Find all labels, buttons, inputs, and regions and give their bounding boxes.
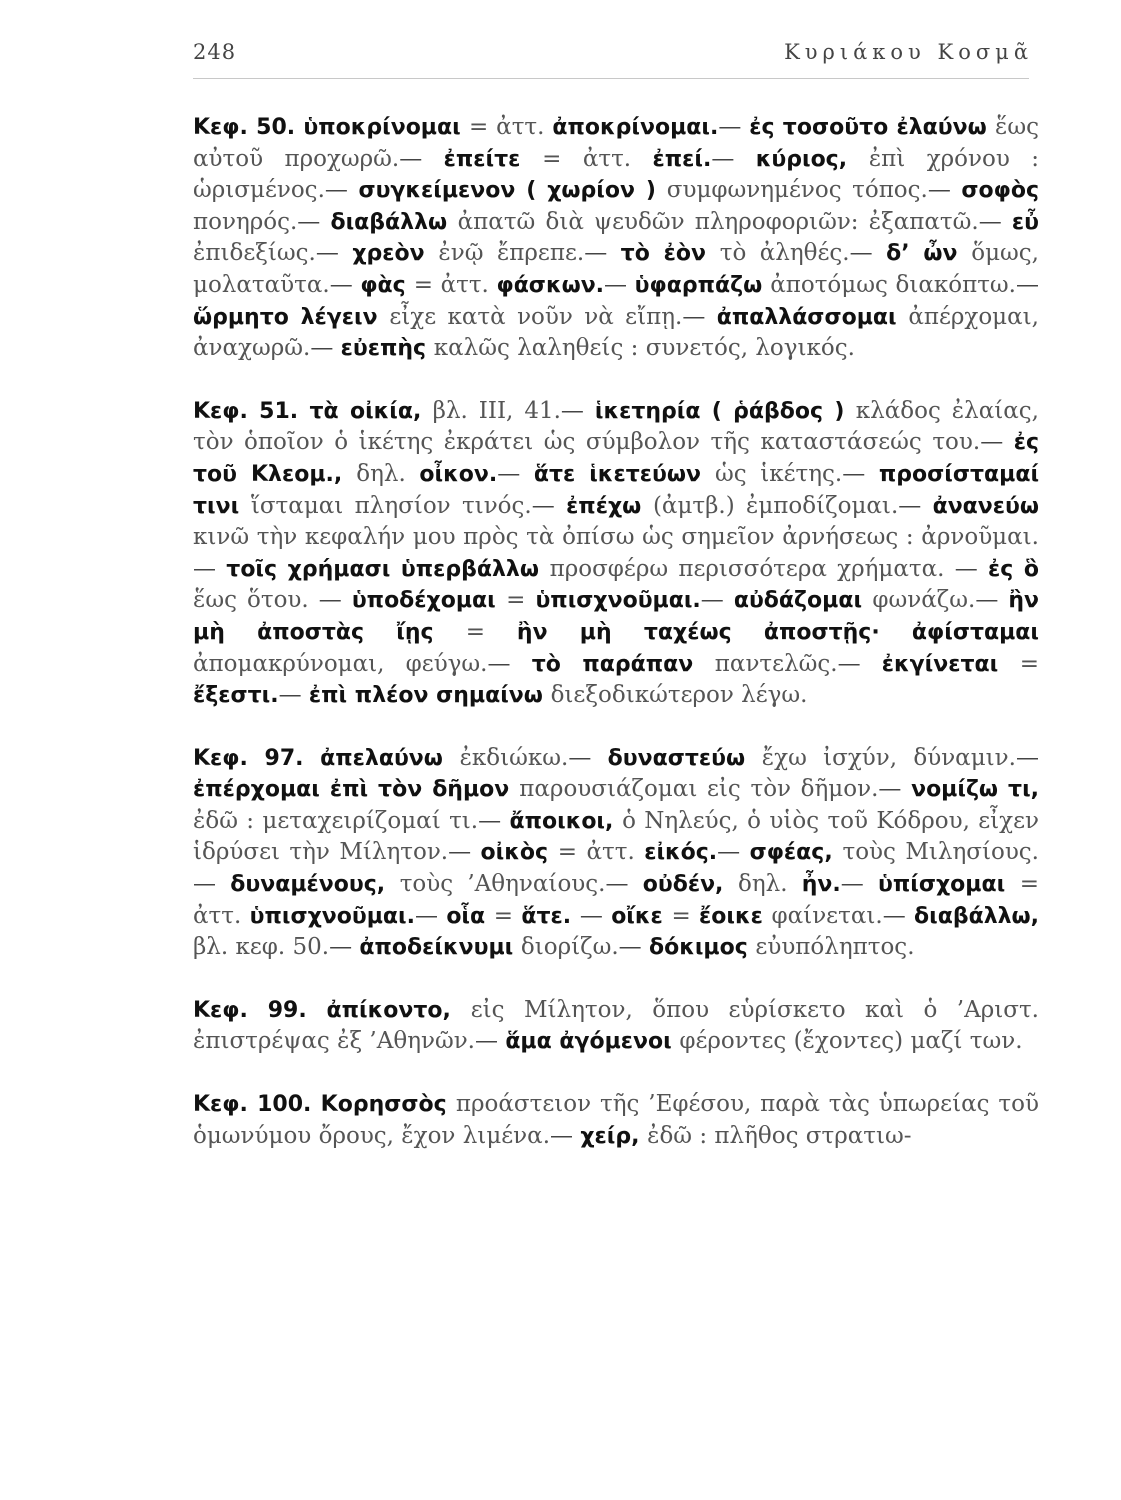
lemma: ἢν μὴ ἀποστὰς ἴῃς xyxy=(193,588,1040,645)
lemma: δυναστεύω xyxy=(607,745,762,771)
gloss: ἀπομακρύνομαι, φεύγω. xyxy=(193,650,488,677)
lemma: νομίζω τι, xyxy=(911,777,1040,803)
gloss: παντελῶς. xyxy=(714,650,838,677)
running-title: Κυριάκου Κοσμᾶ xyxy=(784,40,1033,64)
lemma: φὰς xyxy=(360,272,414,298)
gloss: φαίνεται. xyxy=(771,902,883,929)
lemma: Κορησσὸς xyxy=(311,1092,456,1118)
gloss: πονηρός. xyxy=(193,208,298,235)
lemma: χρεὸν xyxy=(352,241,439,267)
gloss: εἶχε κατὰ νοῦν νὰ εἴπῃ. xyxy=(389,303,683,330)
gloss: ἐκδιώκω. xyxy=(459,744,569,771)
commentary-text xyxy=(193,112,1039,1183)
lemma: προσίσταμαί τινι xyxy=(193,461,1040,519)
gloss: — xyxy=(898,492,933,519)
gloss: ὁ Νηλεύς, ὁ υἱὸς τοῦ Κόδρου, εἶχεν ἱδρύσει τὴν Μίλητον. xyxy=(193,807,1039,866)
lemma: σφέας, xyxy=(749,840,843,866)
lemma: ἀπελαύνω xyxy=(303,745,460,771)
lemma: κύριος, xyxy=(755,146,869,172)
gloss: — xyxy=(414,902,447,929)
gloss: — xyxy=(711,145,756,172)
gloss: διεξοδικώτερον λέγω. xyxy=(550,682,808,709)
lemma: συγκείμενον ( χωρίον ) xyxy=(358,178,667,204)
gloss: — xyxy=(550,1122,581,1149)
gloss: προάστειον τῆς ’Εφέσου, παρὰ τὰς ὑπωρείας τοῦ ὁμωνύμου ὄρους, ἔχον λιμένα. xyxy=(193,1091,1039,1149)
gloss: — xyxy=(837,650,882,677)
lemma: δυναμένους, xyxy=(230,872,400,898)
gloss: = xyxy=(671,902,700,929)
lemma: ἄποικοι, xyxy=(509,808,623,834)
gloss: = ἀττ. xyxy=(557,839,645,866)
gloss: — xyxy=(560,397,595,424)
lemma: οἰκὸς xyxy=(480,840,558,866)
gloss: — xyxy=(980,429,1014,456)
lemma: εἰκός. xyxy=(644,840,718,866)
lemma: διαβάλλω xyxy=(330,209,458,235)
lemma: ἔξεστι. xyxy=(193,683,279,709)
lemma: τὸ ἐὸν xyxy=(620,241,720,267)
gloss: κινῶ τὴν κεφαλήν μου πρὸς τὰ ὀπίσω ὡς σημεῖον ἀρνήσεως : ἀρνοῦμαι. xyxy=(193,524,1039,551)
lemma: ἐπὶ πλέον σημαίνω xyxy=(308,683,551,709)
lemma: ἔοικε xyxy=(699,903,772,929)
gloss: ἕως ὅτου. xyxy=(193,587,319,614)
gloss: ἀπατῶ διὰ ψευδῶν πληροφοριῶν: ἐξαπατῶ. xyxy=(457,208,979,235)
lemma: ἀποκρίνομαι. xyxy=(552,115,719,140)
gloss: — xyxy=(604,271,635,298)
entry-chapter-50 xyxy=(193,112,1039,365)
lemma: ἐκγίνεται xyxy=(881,651,1020,677)
lemma: ἢν μὴ ταχέως ἀποστῇς· ἀφίσταμαι xyxy=(516,619,1039,645)
gloss: = xyxy=(493,902,522,929)
gloss: — xyxy=(399,145,444,172)
page-header xyxy=(193,40,1033,74)
chapter-label: Κεφ. 99. xyxy=(193,997,307,1023)
gloss: φωνάζω. xyxy=(872,587,976,614)
lemma: ὑφαρπάζω xyxy=(634,272,771,298)
gloss: — xyxy=(193,555,227,582)
lemma: σοφὸς xyxy=(961,178,1040,204)
gloss: = ἀττ. xyxy=(468,114,553,140)
gloss: = ἀττ. xyxy=(413,271,497,298)
gloss: τὸ ἀληθές. xyxy=(719,240,850,267)
gloss: — xyxy=(849,240,887,267)
gloss: ἐδῶ : πλῆθος στρατιω- xyxy=(647,1122,912,1149)
gloss: βλ. κεφ. 50. xyxy=(193,934,330,961)
chapter-label: Κεφ. 97. xyxy=(193,745,304,771)
gloss: τοὺς Μιλησίους. xyxy=(842,839,1039,866)
gloss: ἵσταμαι πλησίον τινός. xyxy=(250,492,532,519)
lemma: τὸ παράπαν xyxy=(531,651,715,677)
gloss: διορίζω. xyxy=(520,934,619,961)
lemma: ἦν. xyxy=(801,872,841,898)
lemma: ἐπέχω xyxy=(566,493,653,519)
gloss: ὅμως, μολαταῦτα. xyxy=(193,240,1039,298)
lemma: ἐπείτε xyxy=(443,146,543,172)
lemma: ἀνανεύω xyxy=(932,493,1040,519)
gloss: — xyxy=(315,240,353,267)
gloss: — xyxy=(975,587,1009,614)
lemma: τοῖς χρήμασι ὑπερβάλλω xyxy=(226,556,550,582)
lemma: ἅτε. xyxy=(521,903,580,929)
gloss: φέροντες (ἔχοντες) μαζί των. xyxy=(679,1028,1023,1055)
gloss: ἀποτόμως διακόπτω. xyxy=(770,271,1016,298)
lemma: ὥρμητο λέγειν xyxy=(193,304,390,330)
gloss: — xyxy=(1016,271,1039,298)
gloss: — xyxy=(978,208,1012,235)
lemma: τὰ οἰκία, xyxy=(298,398,433,424)
gloss: — xyxy=(584,240,621,267)
gloss: (ἀμτβ.) ἐμποδίζομαι. xyxy=(652,492,899,519)
gloss: — xyxy=(878,776,912,803)
lemma: ἅμα ἀγόμενοι xyxy=(505,1029,680,1055)
lemma: οἶκον. xyxy=(419,461,498,487)
gloss: κλάδος ἐλαίας, τὸν ὁποῖον ὁ ἱκέτης ἐκράτει ὡς σύμβολον τῆς καταστάσεώς του. xyxy=(193,397,1039,456)
gloss: εἰς Μίλητον, ὅπου εὑρίσκετο καὶ ὁ ’Αριστ. ἐπιστρέψας ἐξ ’Αθηνῶν. xyxy=(193,996,1039,1055)
lemma: ἀποδείκνυμι xyxy=(359,935,521,961)
lemma: οἴκε xyxy=(611,903,672,929)
entry-chapter-97 xyxy=(193,743,1039,964)
gloss: συμφωνημένος τόπος. xyxy=(666,177,928,204)
entry-chapter-99 xyxy=(193,995,1039,1058)
gloss: = ἀττ. xyxy=(542,145,653,172)
gloss: = xyxy=(465,618,517,645)
gloss: — xyxy=(478,807,510,834)
gloss: καλῶς λαληθείς : συνετός, λογικός. xyxy=(433,335,855,362)
lemma: ἀπίκοντο, xyxy=(306,997,471,1023)
gloss: εὐυπόληπτος. xyxy=(755,934,915,961)
lemma: ὑποκρίνομαι xyxy=(295,115,469,140)
lemma: διαβάλλω, xyxy=(914,903,1040,929)
entry-chapter-51 xyxy=(193,396,1039,712)
gloss: — xyxy=(717,839,750,866)
gloss: ἔχω ἰσχύν, δύναμιν. xyxy=(761,744,1016,771)
page-number: 248 xyxy=(193,40,237,64)
lemma: ἐπεί. xyxy=(652,146,712,172)
gloss: — xyxy=(487,650,532,677)
gloss: — xyxy=(882,902,915,929)
entry-chapter-100 xyxy=(193,1089,1039,1152)
gloss: δηλ. xyxy=(356,460,420,487)
gloss: — xyxy=(531,492,567,519)
gloss: ἐνῷ ἔπρεπε. xyxy=(438,240,585,267)
chapter-label: Κεφ. 100. xyxy=(193,1092,312,1118)
gloss: — xyxy=(448,839,481,866)
gloss: — xyxy=(718,114,750,140)
gloss: — xyxy=(475,1028,506,1055)
lemma: ἅτε ἱκετεύων xyxy=(533,461,715,487)
lemma: οὐδέν, xyxy=(642,872,738,898)
lemma: ἐς τοσοῦτο ἐλαύνω xyxy=(749,115,996,140)
gloss: — xyxy=(927,177,962,204)
gloss: ὡς ἱκέτης. xyxy=(714,460,843,487)
lemma: ὑποδέχομαι xyxy=(351,588,507,614)
lemma: αὐδάζομαι xyxy=(733,588,873,614)
gloss: ἀπέρχομαι, ἀναχωρῶ. xyxy=(193,303,1039,362)
chapter-label: Κεφ. 51. xyxy=(193,398,299,424)
lemma: ὑπίσχομαι xyxy=(878,872,1020,898)
gloss: — xyxy=(193,871,231,898)
gloss: δηλ. xyxy=(738,871,802,898)
gloss: προσφέρω περισσότερα χρήματα. xyxy=(549,555,955,582)
lemma: ἐπέρχομαι ἐπὶ τὸν δῆμον xyxy=(193,777,520,803)
lemma: ἱκετηρία ( ῥάβδος ) xyxy=(594,398,856,424)
gloss: ἐπὶ χρόνου : ὡρισμένος. xyxy=(193,145,1039,204)
gloss: — xyxy=(568,744,608,771)
gloss: — xyxy=(297,208,331,235)
header-rule xyxy=(193,78,1029,79)
gloss: = ἀττ. xyxy=(193,871,1040,929)
gloss: — xyxy=(954,555,988,582)
lemma: εὖ xyxy=(1011,209,1040,235)
lemma: ἐς ὃ xyxy=(988,556,1040,582)
gloss: = xyxy=(1019,650,1039,677)
lemma: ἐς τοῦ Κλεομ., xyxy=(193,430,1040,487)
gloss: ἐδῶ : μεταχειρίζομαί τι. xyxy=(193,807,479,834)
gloss: — xyxy=(840,871,879,898)
gloss: βλ. III, 41. xyxy=(432,397,561,424)
gloss: — xyxy=(278,682,309,709)
lemma: οἷα xyxy=(446,903,494,929)
lemma: ὑπισχνοῦμαι. xyxy=(535,588,701,614)
lemma: εὐεπὴς xyxy=(340,336,434,362)
gloss: — xyxy=(324,177,359,204)
gloss: — xyxy=(1015,744,1039,771)
lemma: δόκιμος xyxy=(648,935,756,961)
lemma: ὑπισχνοῦμαι. xyxy=(249,903,415,929)
gloss: — xyxy=(579,902,612,929)
lemma: δ’ ὦν xyxy=(886,241,972,267)
chapter-label: Κεφ. 50. xyxy=(193,115,296,140)
gloss: — xyxy=(682,303,717,330)
gloss: — xyxy=(318,587,352,614)
gloss: — xyxy=(605,871,643,898)
gloss: — xyxy=(310,335,341,362)
gloss: ἐπιδεξίως. xyxy=(193,240,316,267)
gloss: — xyxy=(329,934,360,961)
gloss: τοὺς ’Αθηναίους. xyxy=(399,871,606,898)
gloss: — xyxy=(842,460,879,487)
gloss: — xyxy=(329,271,361,298)
lemma: χείρ, xyxy=(580,1123,648,1149)
gloss: — xyxy=(700,587,734,614)
gloss: ἕως αὐτοῦ προχωρῶ. xyxy=(193,114,1040,172)
gloss: παρουσιάζομαι εἰς τὸν δῆμον. xyxy=(519,776,879,803)
gloss: = xyxy=(506,587,536,614)
lemma: φάσκων. xyxy=(496,272,605,298)
gloss: — xyxy=(618,934,649,961)
gloss: — xyxy=(497,460,534,487)
lemma: ἀπαλλάσσομαι xyxy=(716,304,909,330)
